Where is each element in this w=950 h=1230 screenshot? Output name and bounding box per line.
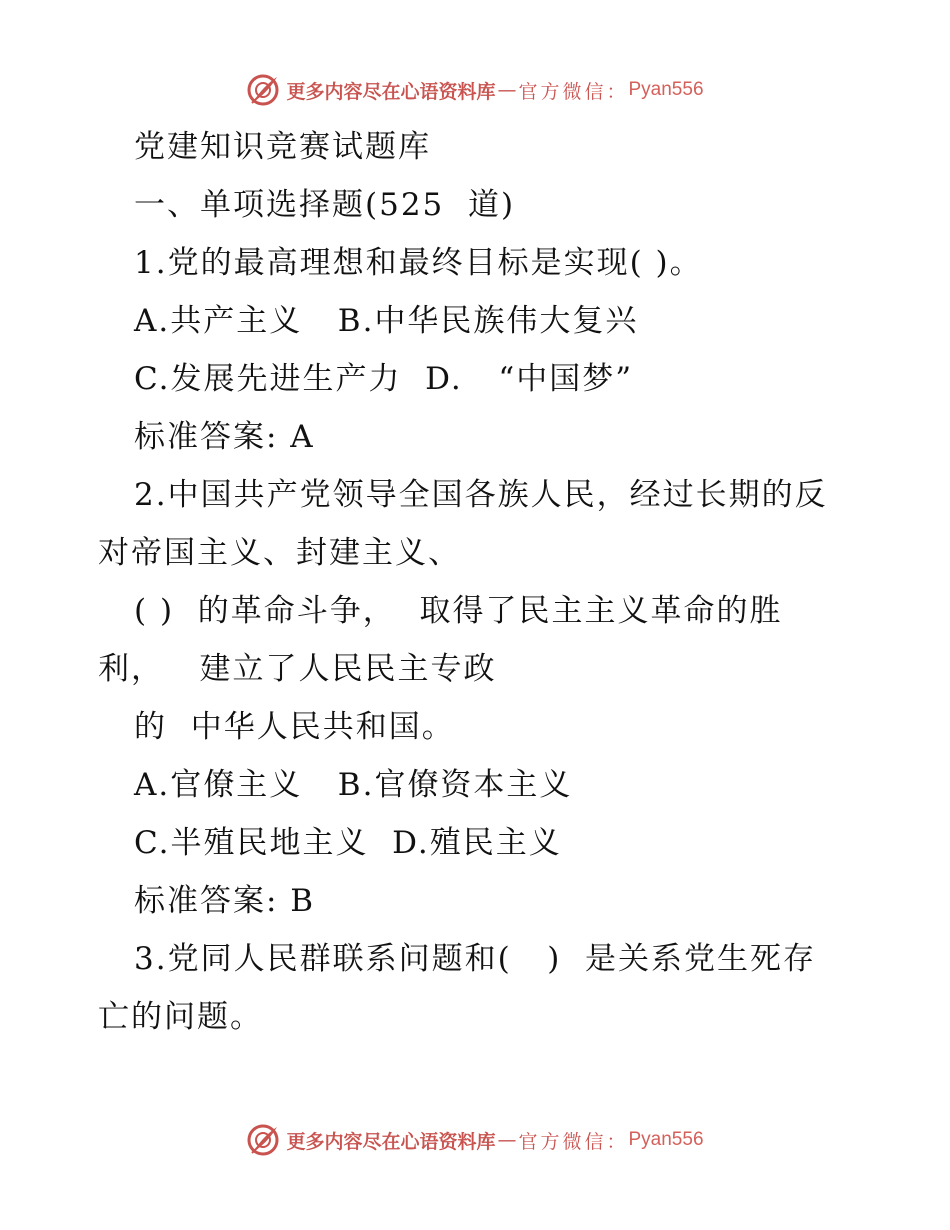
question-2-line-4: 利， 建立了人民民主专政 xyxy=(98,651,497,687)
question-2-options-ab: A.官僚主义 B.官僚资本主义 xyxy=(134,767,573,803)
watermark-dash: — xyxy=(497,1129,517,1151)
question-2-line-5: 的 中华人民共和国。 xyxy=(134,709,455,745)
document-title: 党建知识竞赛试题库 xyxy=(134,129,431,165)
question-1-options-cd: C.发展先进生产力 D. “中国梦” xyxy=(134,361,634,397)
question-1-options-ab: A.共产主义 B.中华民族伟大复兴 xyxy=(134,303,639,339)
question-2-options-cd: C.半殖民地主义 D.殖民主义 xyxy=(134,825,562,861)
watermark-text: 更多内容尽在心语资料库 xyxy=(286,80,496,103)
question-2-answer: 标准答案: B xyxy=(134,883,316,919)
feather-quill-logo-icon xyxy=(246,1123,280,1157)
watermark-dash: — xyxy=(497,79,517,101)
watermark-label: 官方微信： xyxy=(518,1130,629,1153)
question-1-answer: 标准答案: A xyxy=(134,419,315,455)
watermark-wechat-id: Pyan556 xyxy=(628,79,704,100)
question-2-line-3: ( ) 的革命斗争， 取得了民主主义革命的胜 xyxy=(134,593,783,629)
question-2-line-1: 2.中国共产党领导全国各族人民，经过长期的反 xyxy=(134,477,828,513)
question-2-line-2: 对帝国主义、封建主义、 xyxy=(98,535,461,571)
watermark-text: 更多内容尽在心语资料库 xyxy=(286,1130,496,1153)
feather-quill-logo-icon xyxy=(246,73,280,107)
question-3-line-2: 亡的问题。 xyxy=(98,999,263,1035)
document-body xyxy=(98,118,868,1046)
question-1: 1.党的最高理想和最终目标是实现( )。 xyxy=(134,245,703,281)
footer-watermark xyxy=(0,1120,950,1160)
header-watermark xyxy=(0,70,950,110)
watermark-label: 官方微信： xyxy=(518,80,629,103)
section-heading: 一、单项选择题(525 道) xyxy=(134,187,516,223)
question-3-line-1: 3.党同人民群联系问题和( ) 是关系党生死存 xyxy=(134,941,817,977)
watermark-wechat-id: Pyan556 xyxy=(628,1129,704,1150)
